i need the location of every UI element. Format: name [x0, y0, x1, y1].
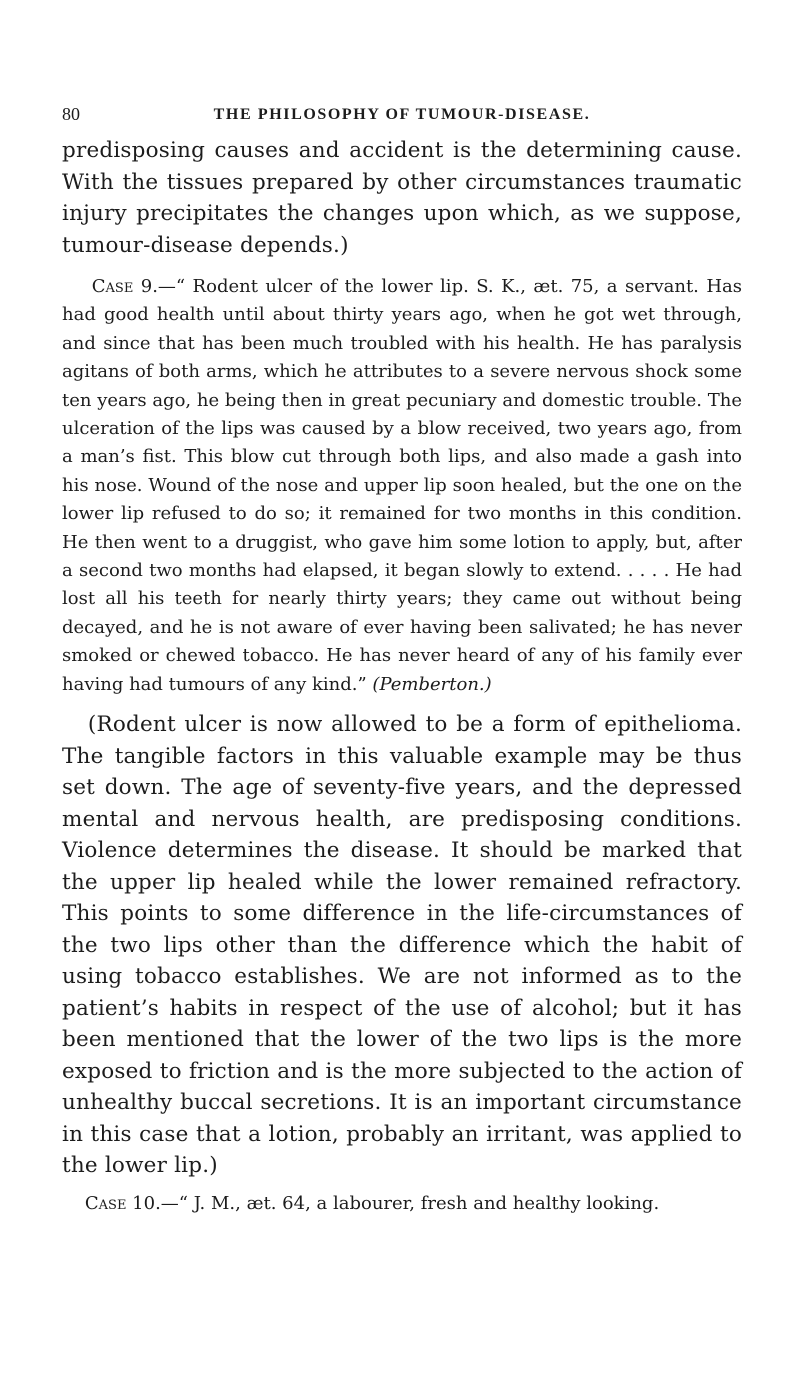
page-number: 80 — [62, 104, 80, 124]
running-title: THE PHILOSOPHY OF TUMOUR-DISEASE. — [213, 106, 591, 123]
body-text — [62, 135, 742, 1218]
case-10-paragraph — [62, 1190, 742, 1218]
case-10-label: Case 10. — [84, 1192, 161, 1214]
case-9-text: —“ Rodent ulcer of the lower lip. S. K., æt. 75, a servant. Has had good health until about thirty years ago, when he got wet through, and since that has been much troubled with his health. He has paralysis agitans of both arms, which he attributes to a severe nervous shock some ten years ago, he being then in great pecuniary and domestic trouble. The ulceration of the lips was caused by a blow received, two years ago, from a man’s fist. This blow cut through both lips, and also made a gash into his nose. Wound of the nose and upper lip soon healed, but the one on the lower lip refused to do so; it remained for two months in this condition. He then went to a druggist, who gave him some lotion to apply, but, after a second two months had elapsed, it began slowly to extend. . . . . He had lost all his teeth for nearly thirty years; they came out without being decayed, and he is not aware of ever having been salivated; he has never smoked or chewed tobacco. He has never heard of any of his family ever having had tumours of any kind.” — [62, 276, 743, 695]
commentary-text: (Rodent ulcer is now allowed to be a form of epithelioma. The tangible factors in this valuable example may be thus set down. The age of seventy-five years, and the depressed mental and nervous health, are predisposing conditions. Violence determines the disease. It should be marked that the upper lip healed while the lower remained refractory. This points to some difference in the life-circumstances of the two lips other than the difference which the habit of using tobacco establishes. We are not informed as to the patient’s habits in respect of the use of alcohol; but it has been mentioned that the lower of the two lips is the more exposed to friction and is the more subjected to the action of unhealthy buccal secretions. It is an important circumstance in this case that a lotion, probably an irritant, was applied to the lower lip.) — [62, 712, 742, 1179]
paragraph-continuation: predisposing causes and accident is the determining cause. With the tissues prepared by other circumstances traumatic injury precipitates the changes upon which, as we suppose, tumour-disease depends.) — [62, 138, 742, 258]
case-9-label: Case 9. — [91, 276, 158, 297]
commentary-paragraph — [62, 709, 742, 1182]
page-header — [62, 104, 742, 132]
case-9-source: (Pemberton.) — [372, 673, 492, 695]
case-9-paragraph — [62, 273, 742, 699]
case-10-text: —“ J. M., æt. 64, a labourer, fresh and healthy looking. — [160, 1192, 660, 1214]
